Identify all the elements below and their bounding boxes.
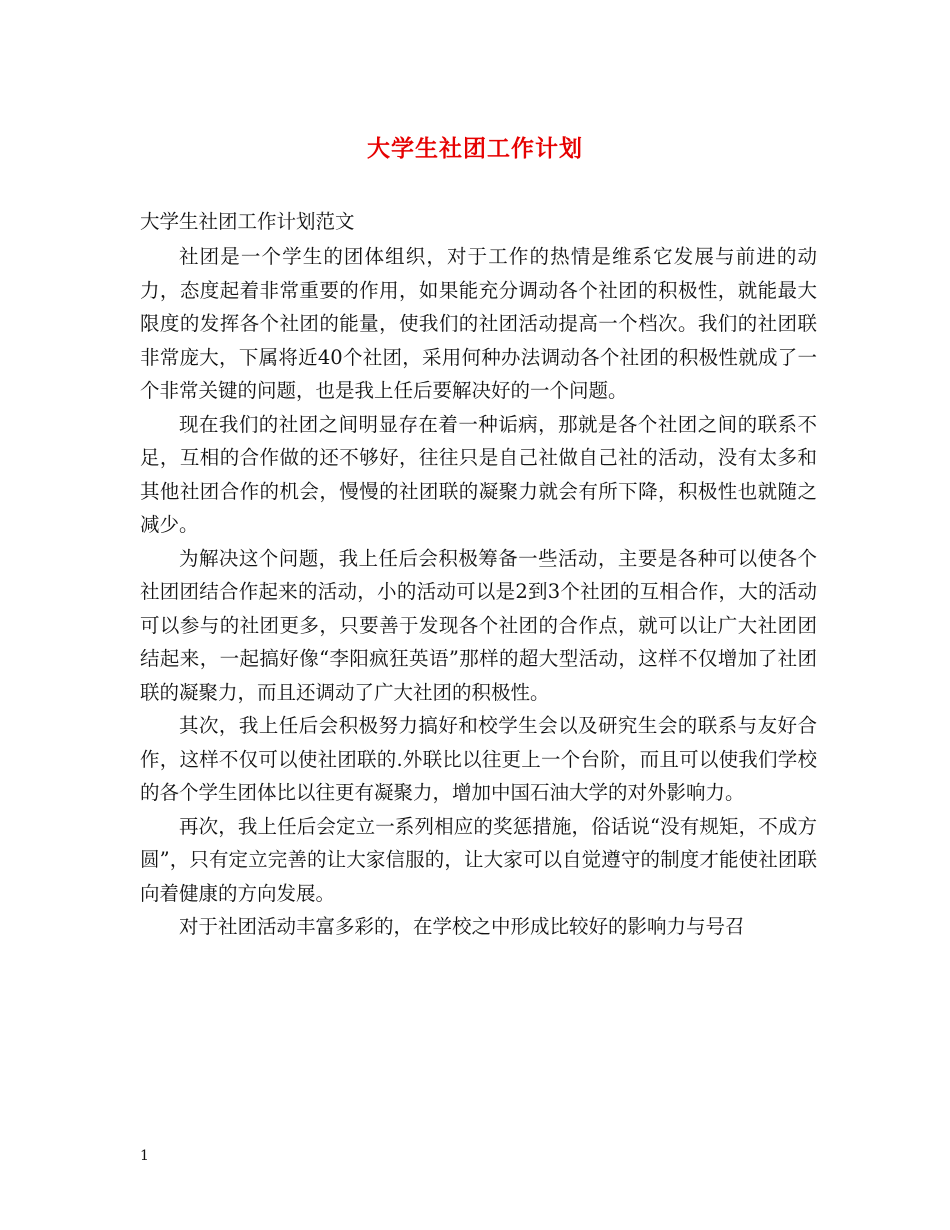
paragraph-1: 社团是一个学生的团体组织，对于工作的热情是维系它发展与前进的动力，态度起着非常重要的作用，如果能充分调动各个社团的积极性，就能最大限度的发挥各个社团的能量，使我们的社团活动提高一个档次。我们的社团联非常庞大，下属将近40个社团，采用何种办法调动各个社团的积极性就成了一个非常关键的问题，也是我上任后要解决好的一个问题。 bbox=[140, 245, 817, 402]
paragraph-5: 再次，我上任后会定立一系列相应的奖惩措施，俗话说“没有规矩，不成方圆”，只有定立完善的让大家信服的，让大家可以自觉遵守的制度才能使社团联向着健康的方向发展。 bbox=[140, 814, 817, 905]
paragraph-3: 为解决这个问题，我上任后会积极筹备一些活动，主要是各种可以使各个社团团结合作起来的活动，小的活动可以是2到3个社团的互相合作，大的活动可以参与的社团更多，只要善于发现各个社团的合作点，就可以让广大社团团结起来，一起搞好像“李阳疯狂英语”那样的超大型活动，这样不仅增加了社团联的凝聚力，而且还调动了广大社团的积极性。 bbox=[140, 546, 817, 704]
page-number: 1 bbox=[140, 1148, 149, 1164]
paragraph-6: 对于社团活动丰富多彩的，在学校之中形成比较好的影响力与号召 bbox=[179, 915, 745, 938]
document-body bbox=[140, 240, 817, 944]
paragraph-4: 其次，我上任后会积极努力搞好和校学生会以及研究生会的联系与友好合作，这样不仅可以使社团联的.外联比以往更上一个台阶，而且可以使我们学校的各个学生团体比以往更有凝聚力，增加中国石油大学的对外影响力。 bbox=[140, 714, 817, 804]
document-subtitle: 大学生社团工作计划范文 bbox=[140, 210, 355, 233]
paragraph-2: 现在我们的社团之间明显存在着一种诟病，那就是各个社团之间的联系不足，互相的合作做的还不够好，往往只是自己社做自己社的活动，没有太多和其他社团合作的机会，慢慢的社团联的凝聚力就会有所下降，积极性也就随之减少。 bbox=[140, 412, 817, 536]
document-title: 大学生社团工作计划 bbox=[367, 135, 583, 162]
